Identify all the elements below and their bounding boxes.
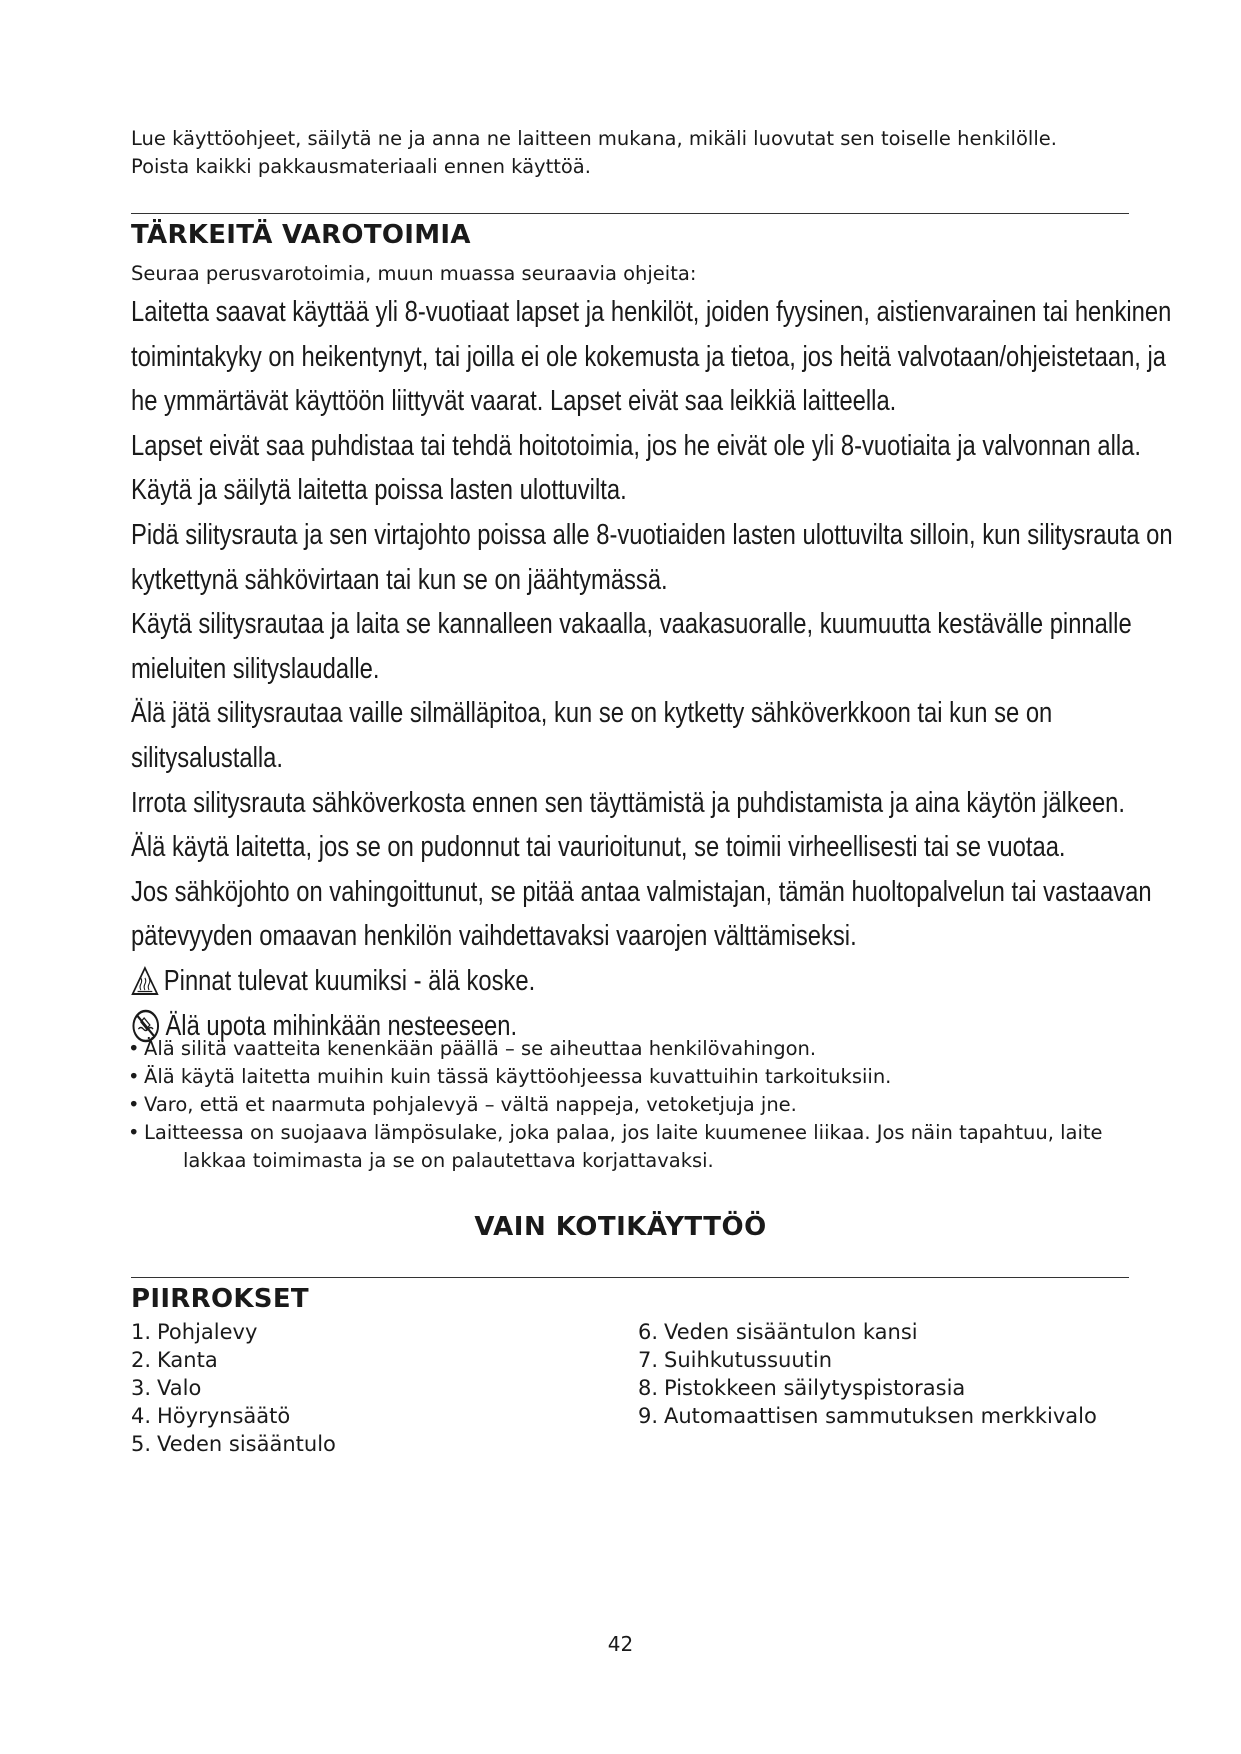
warning-line: kytkettynä sähkövirtaan tai kun se on jäähtymässä. xyxy=(131,563,668,596)
warning-line: silitysalustalla. xyxy=(131,741,283,774)
list-item: • Varo, että et naarmuta pohjalevyä – vältä nappeja, vetoketjuja jne. xyxy=(128,1093,797,1116)
warning-line: Käytä silitysrautaa ja laita se kannalleen vakaalla, vaakasuoralle, kuumuutta kestävälle pinnalle xyxy=(131,608,1132,641)
list-item: 6. Veden sisääntulon kansi xyxy=(638,1320,918,1344)
list-item: 4. Höyrynsäätö xyxy=(131,1404,291,1428)
safety-bullet-list xyxy=(128,1035,1103,1175)
list-item-continuation: lakkaa toimimasta ja se on palautettava korjattavaksi. xyxy=(183,1149,714,1172)
warning-line: Älä käytä laitetta, jos se on pudonnut tai vaurioitunut, se toimii virheellisesti tai se vuotaa. xyxy=(131,831,1066,864)
safety-subheading: Seuraa perusvarotoimia, muun muassa seuraavia ohjeita: xyxy=(131,262,697,285)
warning-line: Käytä ja säilytä laitetta poissa lasten ulottuvilta. xyxy=(131,474,627,507)
warning-line: he ymmärtävät käyttöön liittyvät vaarat. Lapset eivät saa leikkiä laitteella. xyxy=(131,385,897,418)
warning-line: Irrota silitysrauta sähköverkosta ennen sen täyttämistä ja puhdistamista ja aina käytön jälkeen. xyxy=(131,786,1126,819)
list-item: 7. Suihkutussuutin xyxy=(638,1348,833,1372)
list-item: 2. Kanta xyxy=(131,1348,218,1372)
household-only-heading: VAIN KOTIKÄYTTÖÖ xyxy=(474,1212,767,1242)
list-item: 8. Pistokkeen säilytyspistorasia xyxy=(638,1376,966,1400)
parts-list-left xyxy=(131,1318,336,1458)
parts-list-right xyxy=(638,1318,1097,1430)
list-item: • Älä silitä vaatteita kenenkään päällä – se aiheuttaa henkilövahingon. xyxy=(128,1037,817,1060)
warning-line: pätevyyden omaavan henkilön vaihdettavaksi vaarojen välttämiseksi. xyxy=(131,920,857,953)
warning-line: Laitetta saavat käyttää yli 8-vuotiaat lapset ja henkilöt, joiden fyysinen, aistienvarainen tai henkinen xyxy=(131,296,1172,328)
safety-warnings xyxy=(131,290,1173,1048)
safety-heading: TÄRKEITÄ VAROTOIMIA xyxy=(131,220,471,250)
intro-text xyxy=(131,125,1057,181)
section-divider xyxy=(131,1277,1129,1278)
warning-line: Älä jätä silitysrautaa vaille silmälläpitoa, kun se on kytketty sähköverkkoon tai kun se on xyxy=(131,697,1053,730)
warning-line: mieluiten silityslaudalle. xyxy=(131,652,380,685)
intro-line: Poista kaikki pakkausmateriaali ennen käyttöä. xyxy=(131,155,591,178)
list-item: • Älä käytä laitetta muihin kuin tässä käyttöohjeessa kuvattuihin tarkoituksiin. xyxy=(128,1065,892,1088)
warning-line: Lapset eivät saa puhdistaa tai tehdä hoitotoimia, jos he eivät ole yli 8-vuotiaita ja valvonnan alla. xyxy=(131,429,1141,462)
drawings-heading: PIIRROKSET xyxy=(131,1284,309,1314)
list-item: 3. Valo xyxy=(131,1376,202,1400)
page-number: 42 xyxy=(607,1632,634,1656)
no-immerse-text: Älä upota mihinkään nesteeseen. xyxy=(165,1009,518,1042)
warning-line: Pidä silitysrauta ja sen virtajohto poissa alle 8-vuotiaiden lasten ulottuvilta silloin, kun silitysrauta on xyxy=(131,518,1173,551)
warning-line: Jos sähköjohto on vahingoittunut, se pitää antaa valmistajan, tämän huoltopalvelun tai vastaavan xyxy=(131,875,1152,908)
list-item: 9. Automaattisen sammutuksen merkkivalo xyxy=(638,1404,1097,1428)
hot-surface-icon xyxy=(131,966,159,996)
list-item: 5. Veden sisääntulo xyxy=(131,1432,336,1456)
list-item: 1. Pohjalevy xyxy=(131,1320,258,1344)
intro-line: Lue käyttöohjeet, säilytä ne ja anna ne laitteen mukana, mikäli luovutat sen toiselle henkilölle. xyxy=(131,127,1057,150)
warning-line: toimintakyky on heikentynyt, tai joilla ei ole kokemusta ja tietoa, jos heitä valvotaan/ohjeistetaan, ja xyxy=(131,340,1167,373)
hot-surface-warning xyxy=(131,959,1131,1004)
section-divider xyxy=(131,213,1129,214)
hot-surface-text: Pinnat tulevat kuumiksi - älä koske. xyxy=(163,964,536,997)
list-item: • Laitteessa on suojaava lämpösulake, joka palaa, jos laite kuumenee liikaa. Jos näin tapahtuu, laite xyxy=(128,1121,1103,1144)
